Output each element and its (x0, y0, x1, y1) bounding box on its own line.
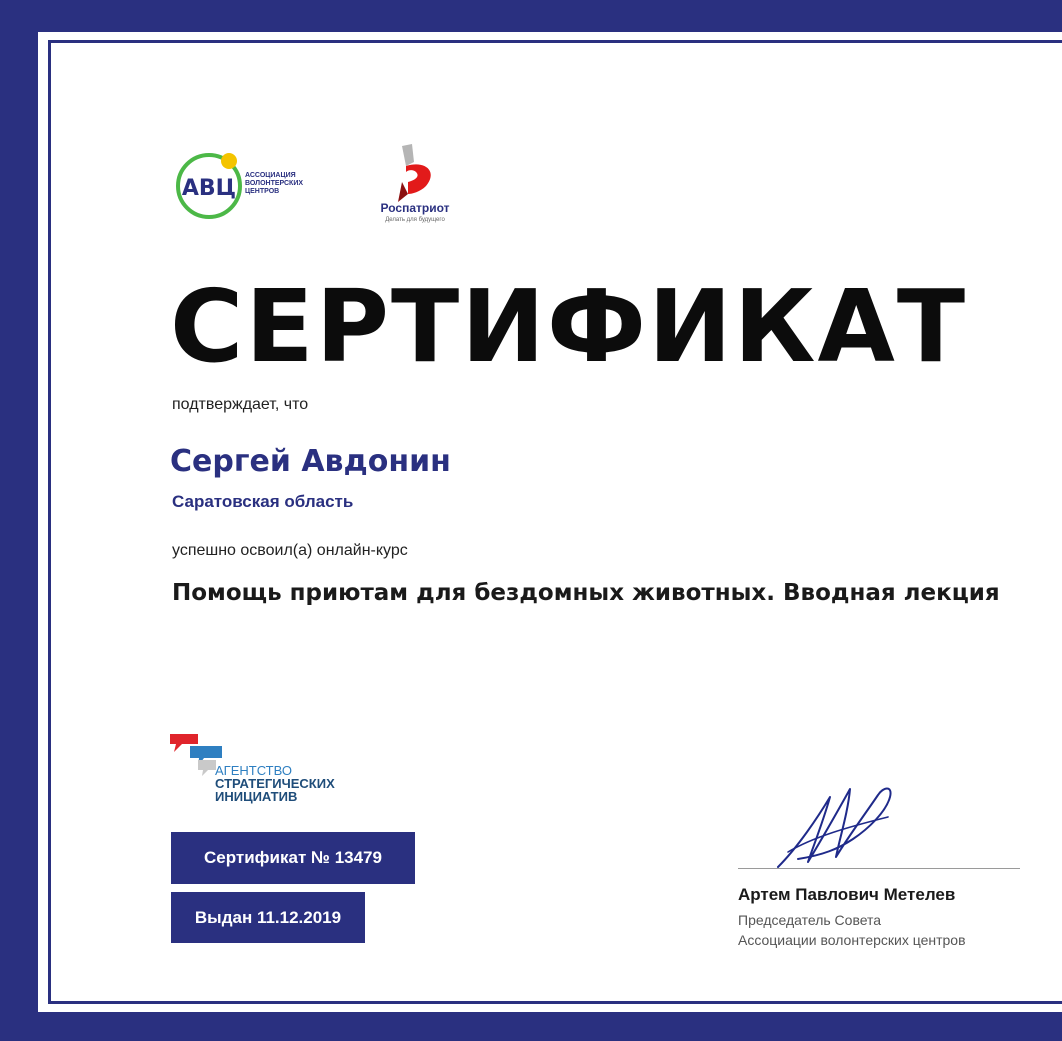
recipient-name: Сергей Авдонин (170, 444, 451, 479)
asi-line1: АГЕНТСТВО (215, 763, 292, 778)
certificate-title: СЕРТИФИКАТ (170, 268, 968, 385)
asi-line3: ИНИЦИАТИВ (215, 789, 298, 804)
asi-line2: СТРАТЕГИЧЕСКИХ (215, 776, 335, 791)
issue-date-badge (171, 892, 365, 943)
signature-graphic (768, 777, 918, 877)
course-title: Помощь приютам для бездомных животных. Вводная лекция (172, 580, 1000, 606)
confirms-text: подтверждает, что (172, 396, 309, 413)
avc-logo (173, 150, 313, 222)
avc-line1: АССОЦИАЦИЯ (245, 172, 296, 179)
certificate-sheet (38, 32, 1062, 1012)
rospatriot-logo (368, 142, 468, 224)
recipient-region: Саратовская область (172, 492, 354, 511)
signer-name: Артем Павлович Метелев (738, 885, 956, 904)
signer-position-line1: Председатель Совета (738, 912, 882, 928)
avc-abbr: АВЦ (181, 176, 237, 201)
rospatriot-name: Роспатриот (380, 201, 450, 215)
issue-date: Выдан 11.12.2019 (194, 907, 342, 927)
completed-text: успешно освоил(а) онлайн-курс (172, 542, 408, 559)
avc-line3: ЦЕНТРОВ (245, 188, 280, 195)
signature-line (738, 868, 1020, 869)
certificate-number: Сертификат № 13479 (204, 848, 382, 867)
rospatriot-tagline: Делать для будущего (385, 217, 445, 223)
signer-position-line2: Ассоциации волонтерских центров (738, 932, 966, 948)
avc-line2: ВОЛОНТЕРСКИХ (245, 180, 304, 187)
asi-logo (168, 732, 348, 804)
certificate-number-badge (171, 832, 415, 884)
